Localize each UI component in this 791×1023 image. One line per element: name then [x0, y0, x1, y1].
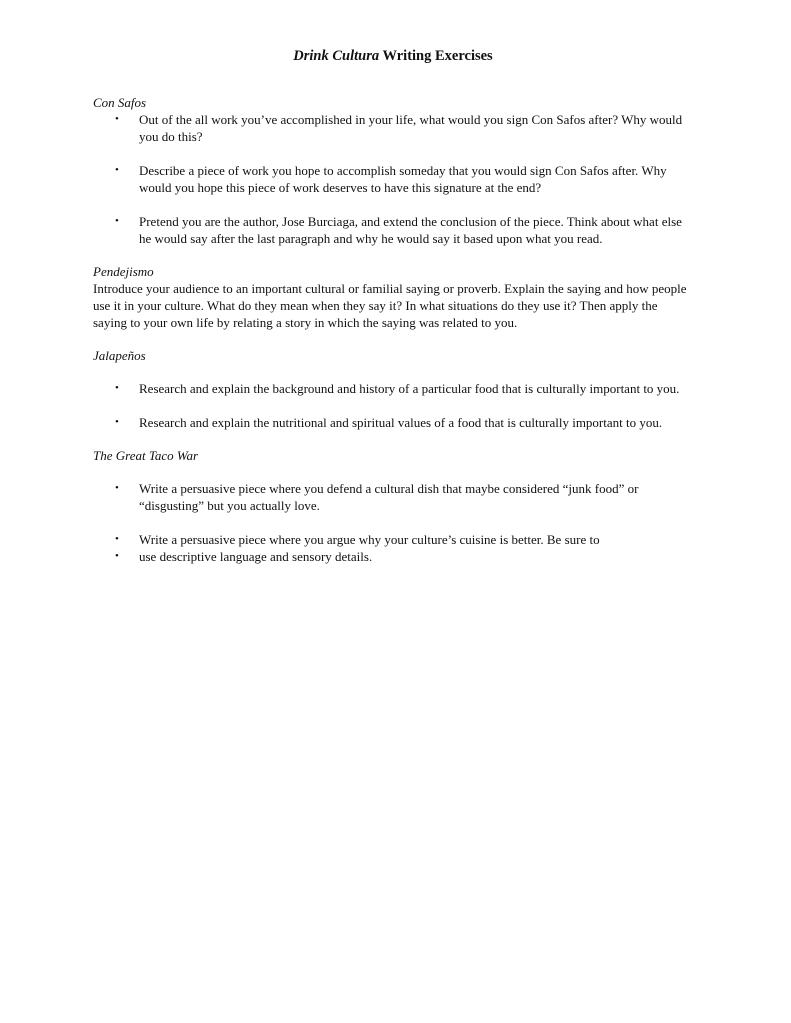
section-heading-pendejismo: Pendejismo: [93, 264, 154, 279]
list-item-text: use descriptive language and sensory details.: [139, 549, 373, 564]
list-item-text: Pretend you are the author, Jose Burciaga, and extend the conclusion of the piece. Think about what else he would say after the last paragraph and why he would say it based upon what you read.: [139, 214, 682, 246]
bullet-icon: •: [115, 550, 119, 562]
jalapenos-list: [93, 380, 693, 431]
list-item: [93, 480, 693, 514]
bullet-icon: •: [115, 382, 119, 394]
con-safos-list: [93, 111, 693, 247]
list-item: [93, 213, 693, 247]
bullet-icon: •: [115, 533, 119, 545]
list-item-text: Describe a piece of work you hope to accomplish someday that you would sign Con Safos after. Why would you hope this piece of work deserves to have this signature at the end?: [139, 163, 667, 195]
list-item-text: Research and explain the nutritional and spiritual values of a food that is culturally important to you.: [139, 415, 663, 430]
title-regular: Writing Exercises: [379, 48, 493, 64]
list-item: [93, 548, 693, 565]
list-item-text: Write a persuasive piece where you argue why your culture’s cuisine is better. Be sure to: [139, 532, 600, 547]
document-page: [93, 46, 693, 565]
list-item: [93, 162, 693, 196]
list-item-text: Research and explain the background and history of a particular food that is culturally important to you.: [139, 381, 680, 396]
pendejismo-paragraph: Introduce your audience to an important cultural or familial saying or proverb. Explain the saying and how people use it in your culture. What do they mean when they say it? In what situations do they use it? Then apply the saying to your own life by relating a story in which the saying was related to you.: [93, 281, 687, 330]
list-item-text: Write a persuasive piece where you defend a cultural dish that maybe considered “junk food” or “disgusting” but you actually love.: [139, 481, 639, 513]
section-heading-taco-war: The Great Taco War: [93, 448, 199, 463]
list-item-text: Out of the all work you’ve accomplished in your life, what would you sign Con Safos after? Why would you do this?: [139, 112, 683, 144]
list-item: [93, 414, 693, 431]
title-italic: Drink Cultura: [293, 48, 380, 64]
bullet-icon: •: [115, 482, 119, 494]
page-title: [93, 46, 693, 66]
bullet-icon: •: [115, 113, 119, 125]
bullet-icon: •: [115, 164, 119, 176]
section-heading-con-safos: Con Safos: [93, 95, 147, 110]
section-heading-jalapenos: Jalapeños: [93, 348, 146, 363]
bullet-icon: •: [115, 416, 119, 428]
list-item: [93, 531, 693, 548]
list-item: [93, 111, 693, 145]
taco-war-list: [93, 480, 693, 565]
list-item: [93, 380, 693, 397]
bullet-icon: •: [115, 215, 119, 227]
